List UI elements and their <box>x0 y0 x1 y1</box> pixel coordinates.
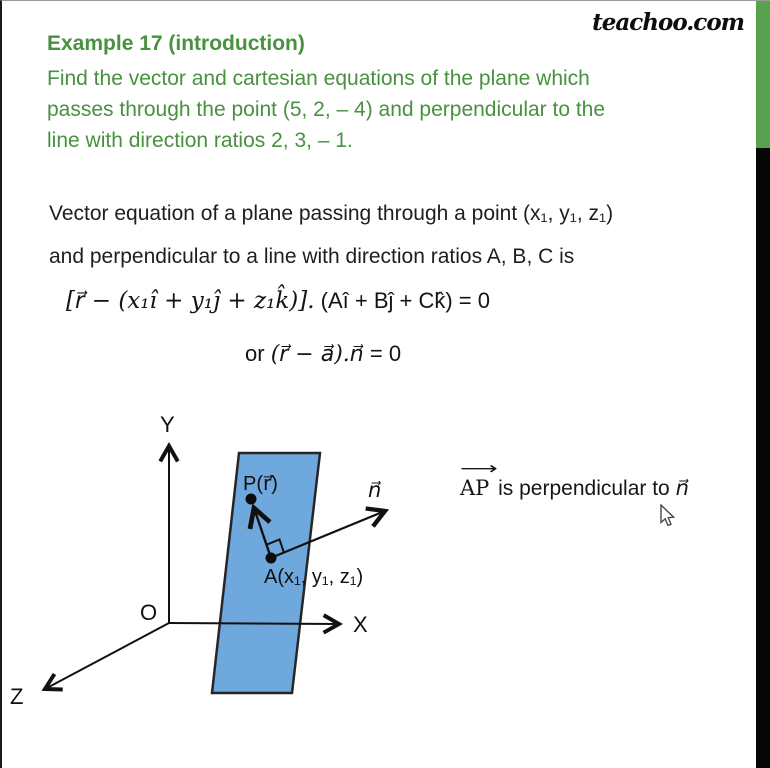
perp-text: is perpendicular to <box>492 477 676 500</box>
explanation-line-1: Vector equation of a plane passing through a point (x₁, y₁, z₁) <box>49 202 614 225</box>
or-equation <box>245 341 401 367</box>
point-a-label: A(x₁, y₁, z₁) <box>264 566 364 588</box>
question-line-2: passes through the point (5, 2, – 4) and perpendicular to the <box>47 98 606 121</box>
ap-vector <box>460 459 498 500</box>
question-line-3: line with direction ratios 2, 3, – 1. <box>47 129 353 152</box>
explanation-text <box>49 192 613 278</box>
point-p-dot <box>246 494 257 505</box>
vector-equation <box>66 287 490 314</box>
normal-vector-label: n⃗ <box>368 478 382 502</box>
formula-math-part: [r⃗ − (x₁î + y₁ĵ + z₁k̂)]. <box>66 288 315 314</box>
ap-text: AP <box>460 476 490 500</box>
example-title: Example 17 (introduction) <box>47 32 305 55</box>
right-black-bar <box>756 148 770 768</box>
explanation-line-2: and perpendicular to a line with direction ratios A, B, C is <box>49 245 575 268</box>
formula-plain-part: (Aî + Bĵ + Ck̂) = 0 <box>314 288 490 313</box>
vector-arrow-icon: ⟶ <box>460 459 498 479</box>
z-axis-label: Z <box>10 684 24 709</box>
origin-label: O <box>140 600 158 625</box>
x-axis-line <box>169 623 339 624</box>
point-p-label: P(r⃗) <box>243 473 278 495</box>
y-axis-label: Y <box>160 412 175 437</box>
plane-diagram <box>2 401 462 716</box>
or-suffix: = 0 <box>363 341 402 366</box>
perpendicular-note <box>460 459 689 501</box>
x-axis-label: X <box>353 612 368 637</box>
n-vector-text: n⃗ <box>675 476 689 500</box>
question-text <box>47 63 605 156</box>
mouse-cursor-icon <box>659 504 679 528</box>
question-line-1: Find the vector and cartesian equations of the plane which <box>47 67 590 90</box>
teachoo-logo: teachoo.com <box>592 9 744 36</box>
or-math-part: (r⃗ − a⃗).n⃗ <box>270 342 364 367</box>
or-prefix: or <box>245 341 271 366</box>
z-axis-line <box>45 623 169 689</box>
point-a-dot <box>266 553 277 564</box>
right-green-bar <box>756 1 770 148</box>
